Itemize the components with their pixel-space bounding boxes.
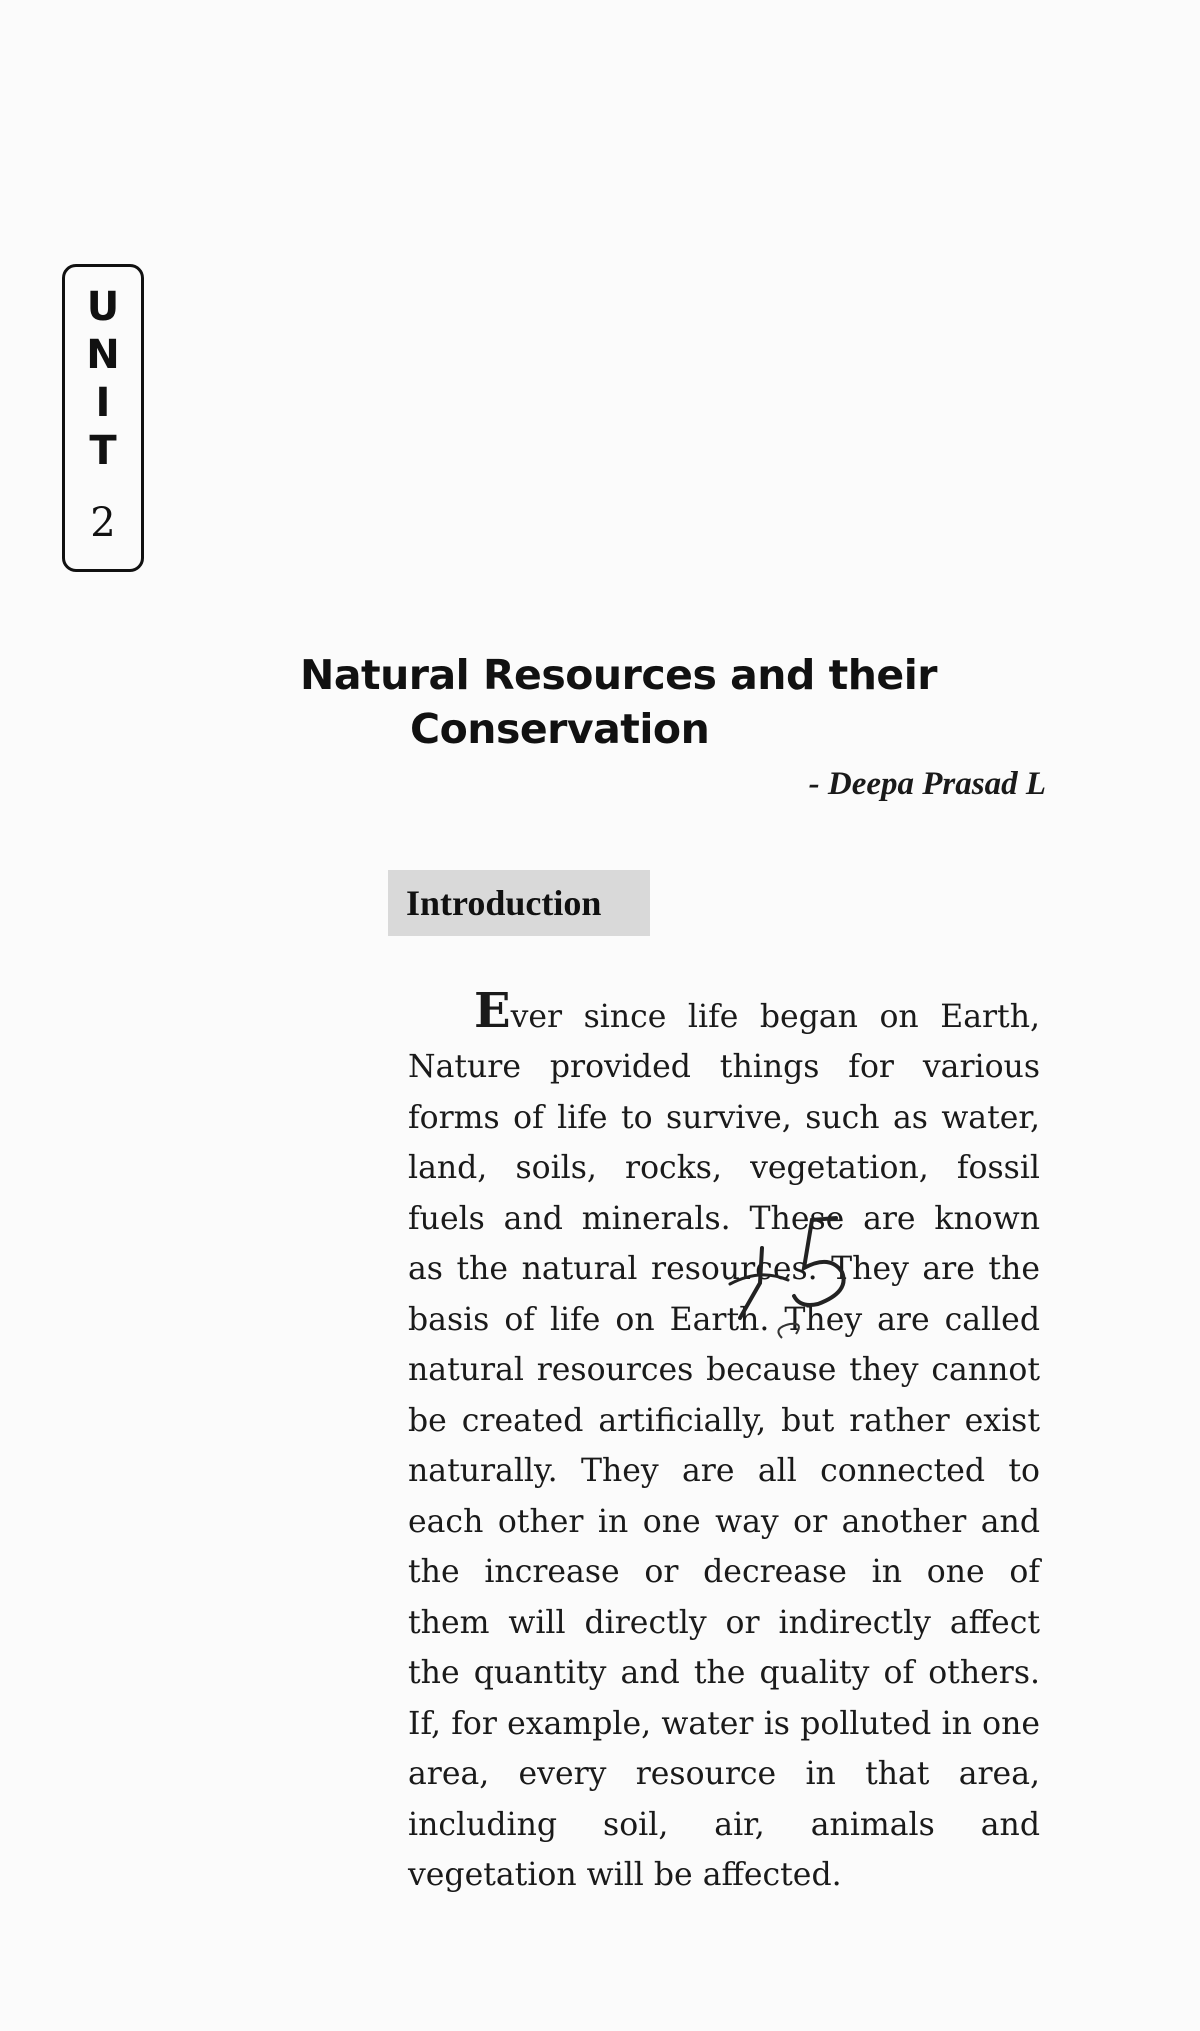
- unit-tab: [62, 264, 144, 572]
- unit-letter: I: [95, 380, 111, 426]
- chapter-title-line2: Conservation: [410, 705, 710, 753]
- drop-cap: E: [474, 982, 511, 1039]
- unit-letter: T: [89, 428, 117, 474]
- intro-paragraph: [408, 982, 1040, 1901]
- unit-letter: U: [86, 284, 120, 330]
- chapter-title: [300, 648, 950, 756]
- unit-letter: N: [86, 332, 120, 378]
- section-heading: Introduction: [388, 870, 650, 936]
- chapter-title-line1: Natural Resources and their: [300, 651, 937, 699]
- author-byline: - Deepa Prasad L: [808, 766, 1046, 802]
- unit-number: 2: [90, 500, 116, 546]
- paragraph-text: ver since life began on Earth, Nature provided things for various forms of life to survive, such as water, land, soils, rocks, vegetation, fossil fuels and minerals. These are known as the natural resources. They are the basis of life on Earth. They are called natural resources because they cannot be created artificially, but rather exist naturally. They are all connected to each other in one way or another and the increase or decrease in one of them will directly or indirectly affect the quantity and the quality of others. If, for example, water is polluted in one area, every resource in that area, including soil, air, animals and vegetation will be affected.: [408, 998, 1040, 1893]
